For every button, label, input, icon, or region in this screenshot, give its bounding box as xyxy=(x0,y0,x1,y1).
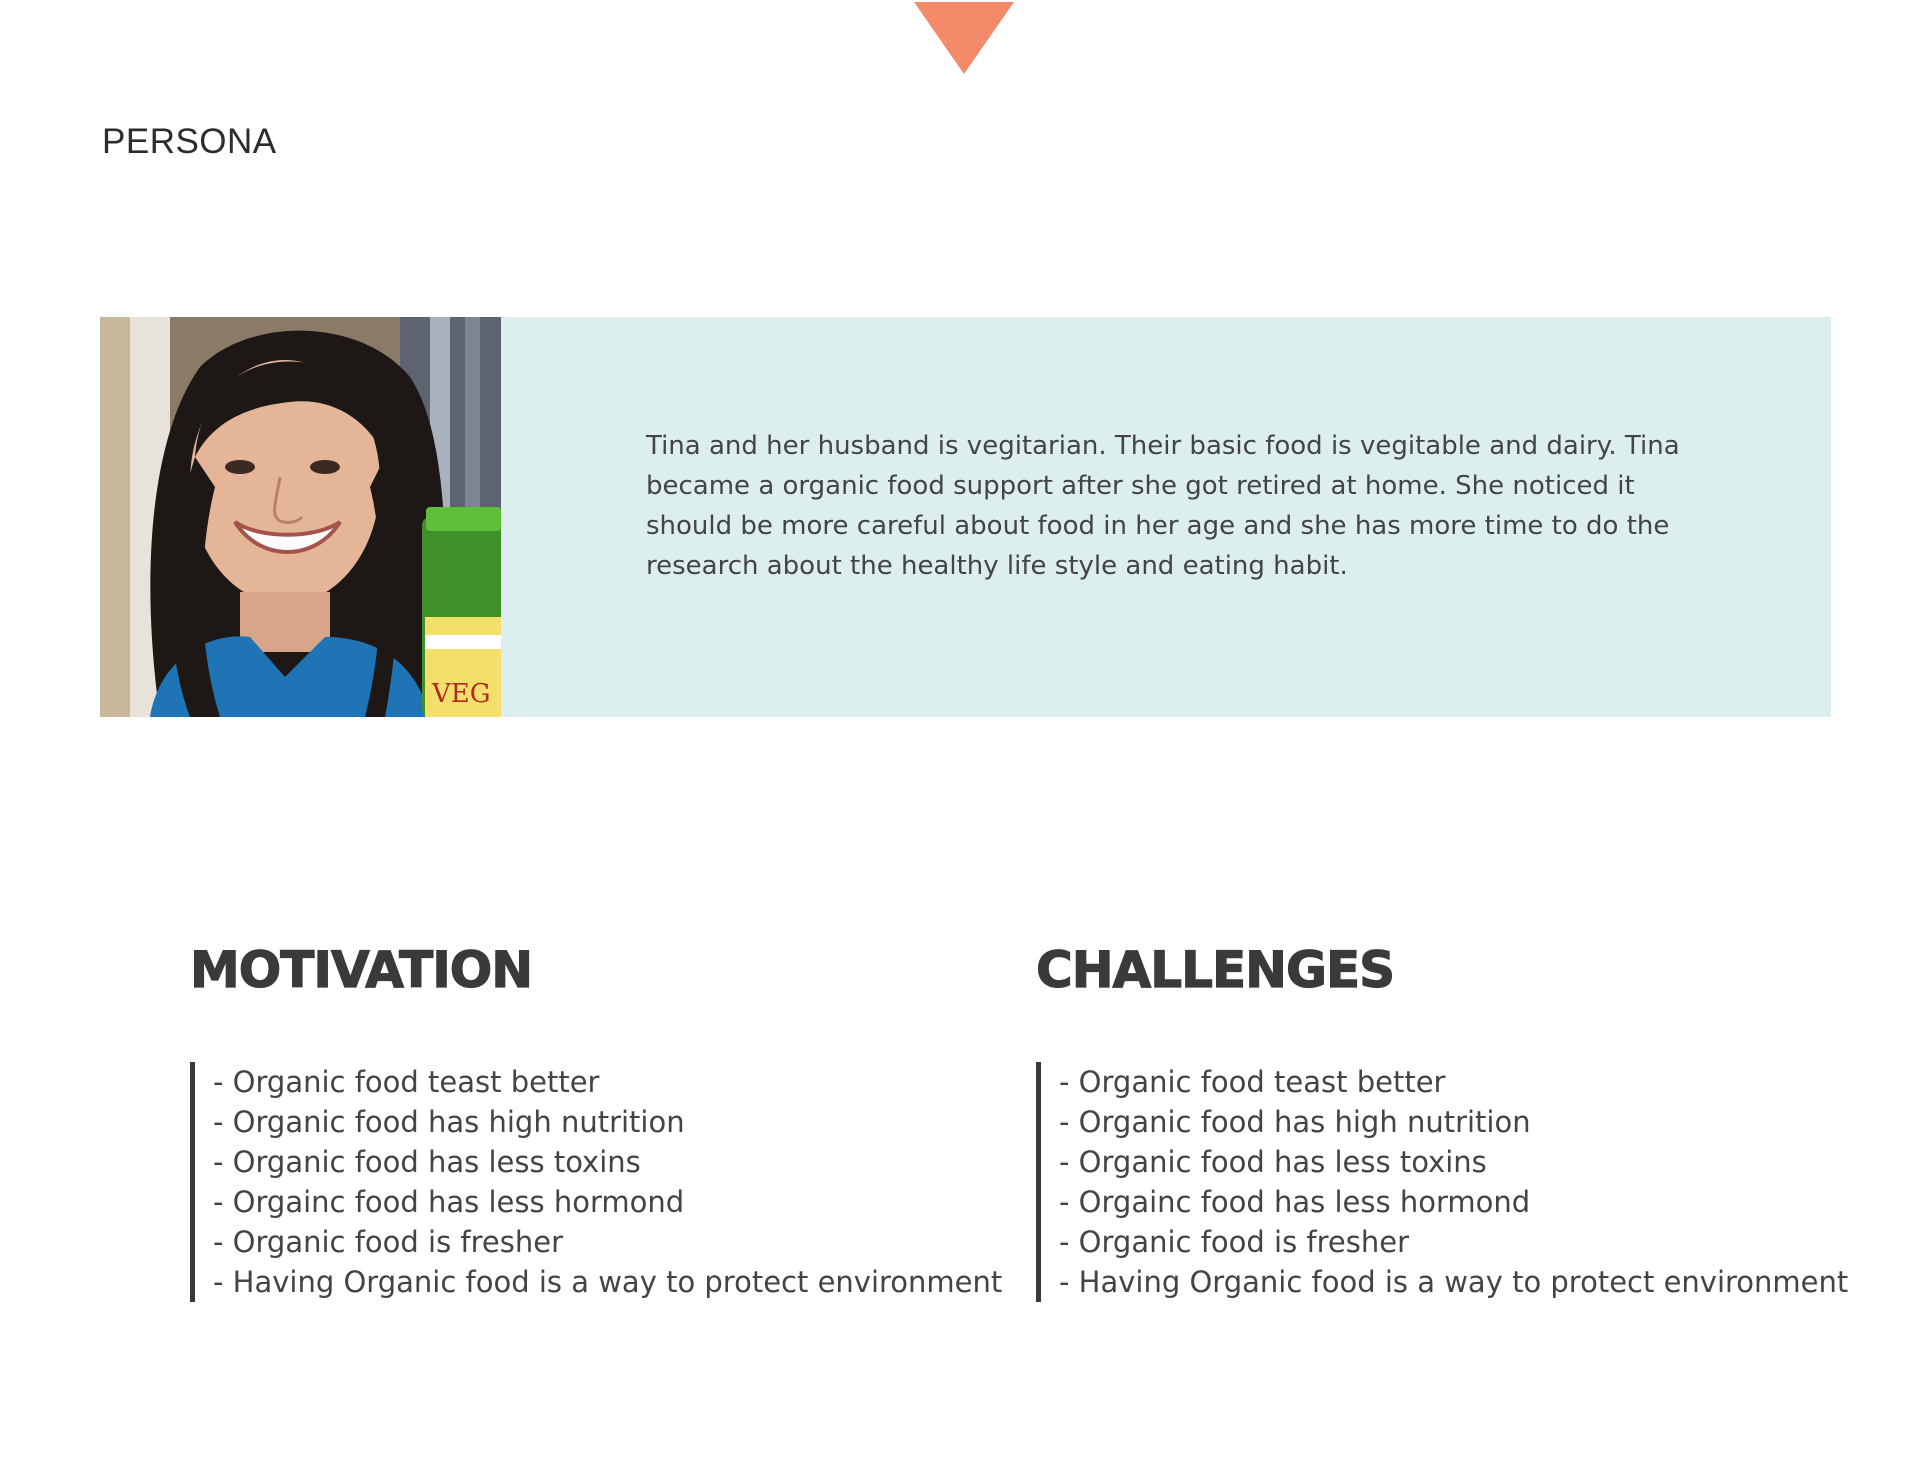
list-item: - Orgainc food has less hormond xyxy=(213,1185,685,1219)
list-item: - Organic food has less toxins xyxy=(213,1145,641,1179)
list-item: - Organic food teast better xyxy=(1059,1065,1446,1099)
list-item: - Organic food teast better xyxy=(213,1065,600,1099)
persona-card xyxy=(100,317,1831,717)
persona-bio: Tina and her husband is vegitarian. Their basic food is vegitable and dairy. Tina became a organic food support after she got retired at home. She noticed it should be more careful about food in her age and she has more time to do the research about the healthy life style and eating habit. xyxy=(646,431,1680,581)
list-item: - Having Organic food is a way to protect environment xyxy=(1059,1265,1849,1299)
motivation-title: MOTIVATION xyxy=(190,941,533,999)
list-item: - Organic food has less toxins xyxy=(1059,1145,1487,1179)
down-arrow-icon xyxy=(914,2,1014,74)
list-item: - Having Organic food is a way to protect environment xyxy=(213,1265,1003,1299)
list-item: - Organic food is fresher xyxy=(1059,1225,1409,1259)
motivation-section xyxy=(190,940,1003,1299)
list-item: - Organic food has high nutrition xyxy=(213,1105,685,1139)
challenges-title: CHALLENGES xyxy=(1036,941,1395,999)
challenges-section xyxy=(1036,940,1849,1299)
jar-label: VEG xyxy=(432,679,491,709)
list-item: - Organic food has high nutrition xyxy=(1059,1105,1531,1139)
persona-photo xyxy=(100,317,501,717)
motivation-list xyxy=(190,1062,1002,1302)
list-item: - Organic food is fresher xyxy=(213,1225,563,1259)
section-title: PERSONA xyxy=(102,122,277,161)
list-item: - Orgainc food has less hormond xyxy=(1059,1185,1531,1219)
challenges-list xyxy=(1036,1062,1848,1302)
